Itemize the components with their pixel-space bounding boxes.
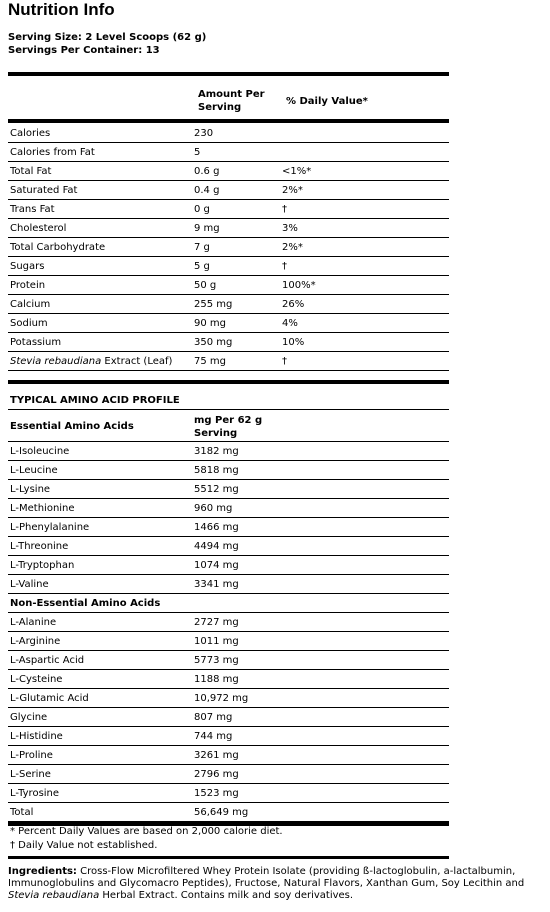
ingredients-rule: [8, 856, 449, 859]
ingredients-text-2: Herbal Extract. Contains milk and soy derivatives.: [99, 890, 354, 901]
table-row: [8, 238, 449, 257]
amino-name: L-Lysine: [10, 484, 51, 495]
table-row: [8, 708, 449, 727]
nutrient-name: Calcium: [10, 299, 51, 310]
table-row: [8, 257, 449, 276]
nutrient-name: Sodium: [10, 318, 48, 329]
amino-mg: 1523 mg: [194, 788, 239, 799]
amino-mg: 960 mg: [194, 503, 233, 514]
amino-mg: 2796 mg: [194, 769, 239, 780]
footnote-dagger: † Daily Value not established.: [10, 840, 158, 851]
table-row: [8, 162, 449, 181]
nutrient-amount: 0.6 g: [194, 166, 220, 177]
amino-mg: 1466 mg: [194, 522, 239, 533]
nutrient-name: Total Carbohydrate: [10, 242, 106, 253]
name-rest: Extract (Leaf): [104, 356, 173, 367]
table-row: [8, 689, 449, 708]
amount-header: Amount Per Serving: [198, 89, 265, 113]
amino-mg: 5773 mg: [194, 655, 239, 666]
nutrient-daily-value: <1%*: [282, 166, 312, 177]
amino-mg: 807 mg: [194, 712, 233, 723]
nutrient-amount: 75 mg: [194, 356, 226, 367]
nutrient-daily-value: 100%*: [282, 280, 316, 291]
ingredients-text-italic: Stevia rebaudiana: [8, 890, 100, 901]
amino-name: L-Valine: [10, 579, 49, 590]
nutrient-name: [10, 356, 172, 368]
essential-title: Essential Amino Acids: [10, 421, 134, 432]
nutrient-bottom-rule: [8, 380, 449, 384]
nutrient-amount: 230: [194, 128, 214, 139]
table-row: [8, 181, 449, 200]
amino-mg: 5818 mg: [194, 465, 239, 476]
nutrient-amount: 90 mg: [194, 318, 226, 329]
amino-mg: 1011 mg: [194, 636, 239, 647]
amino-mg: 56,649 mg: [194, 807, 249, 818]
amino-mg: 10,972 mg: [194, 693, 249, 704]
table-row: [8, 442, 449, 461]
amino-name: L-Cysteine: [10, 674, 63, 685]
servings-per-container: Servings Per Container: 13: [8, 45, 160, 56]
nutrient-daily-value: 2%*: [282, 185, 303, 196]
nutrient-amount: 5: [194, 147, 201, 158]
amino-name: L-Leucine: [10, 465, 58, 476]
amino-section-title: TYPICAL AMINO ACID PROFILE: [10, 395, 180, 406]
table-row: [8, 352, 449, 371]
nutrient-name: Potassium: [10, 337, 62, 348]
table-row: [8, 784, 449, 803]
table-row: [8, 651, 449, 670]
amino-mg: 3341 mg: [194, 579, 239, 590]
table-row: [8, 670, 449, 689]
nutrient-daily-value: 2%*: [282, 242, 303, 253]
table-row: [8, 556, 449, 575]
top-rule: [8, 72, 449, 76]
nutrient-amount: 255 mg: [194, 299, 233, 310]
table-row: [8, 746, 449, 765]
amino-mg: 5512 mg: [194, 484, 239, 495]
nutrient-name: Saturated Fat: [10, 185, 78, 196]
amino-name: L-Serine: [10, 769, 51, 780]
nutrient-name: Sugars: [10, 261, 45, 272]
nutrient-amount: 50 g: [194, 280, 217, 291]
italic-name: Stevia rebaudiana: [10, 356, 102, 367]
amino-name: L-Tryptophan: [10, 560, 75, 571]
amino-mg: 2727 mg: [194, 617, 239, 628]
ingredients: [8, 866, 548, 902]
amino-title-rule: [8, 409, 449, 410]
nutrient-amount: 0.4 g: [194, 185, 220, 196]
amino-name: Total: [10, 807, 34, 818]
nutrient-name: Protein: [10, 280, 46, 291]
amino-name: L-Glutamic Acid: [10, 693, 89, 704]
footnote-percent: * Percent Daily Values are based on 2,000 calorie diet.: [10, 826, 283, 837]
amino-name: L-Histidine: [10, 731, 63, 742]
mg-header: mg Per 62 g Serving: [194, 415, 263, 439]
table-row: [8, 461, 449, 480]
table-row: [8, 480, 449, 499]
nutrient-name: Trans Fat: [10, 204, 55, 215]
amino-name: L-Tyrosine: [10, 788, 60, 799]
nutrient-name: Calories: [10, 128, 51, 139]
nutrient-amount: 350 mg: [194, 337, 233, 348]
table-row: [8, 537, 449, 556]
table-row: [8, 295, 449, 314]
non-essential-title: Non-Essential Amino Acids: [10, 598, 161, 609]
amino-mg: 4494 mg: [194, 541, 239, 552]
nutrient-daily-value: 26%: [282, 299, 305, 310]
serving-size: Serving Size: 2 Level Scoops (62 g): [8, 32, 207, 43]
amino-mg: 1074 mg: [194, 560, 239, 571]
amino-mg: 3261 mg: [194, 750, 239, 761]
daily-value-header: % Daily Value*: [286, 96, 368, 107]
amino-name: L-Phenylalanine: [10, 522, 90, 533]
table-row: [8, 314, 449, 333]
table-row: [8, 575, 449, 594]
nutrient-daily-value: 10%: [282, 337, 305, 348]
nutrient-amount: 7 g: [194, 242, 210, 253]
non-essential-title-row: [8, 594, 449, 613]
ingredients-label: Ingredients:: [8, 866, 77, 877]
nutrient-daily-value: 4%: [282, 318, 298, 329]
table-row: [8, 613, 449, 632]
amino-mg: 1188 mg: [194, 674, 239, 685]
table-row: [8, 333, 449, 352]
table-row: [8, 200, 449, 219]
nutrient-name: Cholesterol: [10, 223, 67, 234]
table-row: [8, 276, 449, 295]
table-row: [8, 803, 449, 822]
amino-mg: 3182 mg: [194, 446, 239, 457]
amino-name: Glycine: [10, 712, 48, 723]
amino-name: L-Isoleucine: [10, 446, 70, 457]
page-title: Nutrition Info: [8, 0, 115, 19]
nutrient-daily-value: 3%: [282, 223, 298, 234]
nutrient-daily-value: †: [282, 356, 287, 367]
nutrient-amount: 9 mg: [194, 223, 220, 234]
nutrient-name: Total Fat: [10, 166, 52, 177]
amino-name: L-Threonine: [10, 541, 69, 552]
amino-name: L-Proline: [10, 750, 53, 761]
table-row: [8, 727, 449, 746]
amino-name: L-Alanine: [10, 617, 57, 628]
nutrient-amount: 0 g: [194, 204, 210, 215]
amino-name: L-Methionine: [10, 503, 75, 514]
serving-info: [8, 31, 206, 57]
nutrient-name: Calories from Fat: [10, 147, 95, 158]
amino-name: L-Arginine: [10, 636, 61, 647]
table-row: [8, 518, 449, 537]
header-rule: [8, 119, 449, 123]
nutrient-daily-value: †: [282, 261, 287, 272]
amino-mg: 744 mg: [194, 731, 233, 742]
table-row: [8, 632, 449, 651]
table-row: [8, 124, 449, 143]
table-row: [8, 219, 449, 238]
table-row: [8, 765, 449, 784]
table-row: [8, 143, 449, 162]
amino-name: L-Aspartic Acid: [10, 655, 85, 666]
nutrient-amount: 5 g: [194, 261, 210, 272]
nutrient-daily-value: †: [282, 204, 287, 215]
ingredients-text-1: Cross-Flow Microfiltered Whey Protein Isolate (providing ß-lactoglobulin, a-lactalbumin, Immunoglobulins and Glycomacro Peptides), Fructose, Natural Flavors, Xanthan Gum, Soy Lecithin and: [8, 866, 525, 889]
table-row: [8, 499, 449, 518]
